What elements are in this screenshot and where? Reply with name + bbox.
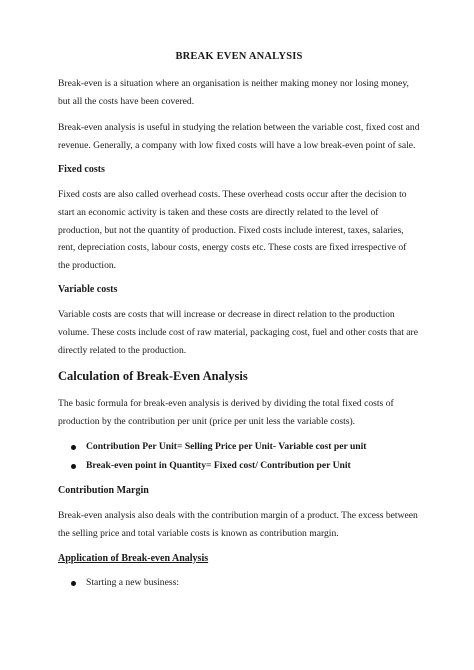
contribution-margin-paragraph: Break-even analysis also deals with the contribution margin of a product. The excess between the selling price and total variable costs is known as contribution margin.: [58, 510, 418, 539]
bullet-icon: [71, 445, 76, 450]
calculation-heading: Calculation of Break-Even Analysis: [58, 369, 248, 384]
contribution-margin-heading: Contribution Margin: [58, 485, 149, 497]
list-item: [58, 575, 420, 592]
document-page: [58, 50, 420, 601]
variable-costs-heading: Variable costs: [58, 284, 118, 296]
list-item: [58, 458, 420, 475]
application-list: [58, 575, 420, 592]
bullet-icon: [71, 581, 76, 586]
application-item-new-business: Starting a new business:: [86, 576, 179, 588]
intro-paragraph-1: Break-even is a situation where an organisation is neither making money nor losing money, but all the costs have been covered.: [58, 78, 409, 107]
application-heading: Application of Break-even Analysis: [58, 552, 209, 564]
formula-break-even-point: Break-even point in Quantity= Fixed cost/ Contribution per Unit: [86, 459, 351, 471]
formula-list: [58, 439, 420, 474]
list-item: [58, 439, 420, 456]
bullet-icon: [71, 464, 76, 469]
fixed-costs-heading: Fixed costs: [58, 164, 105, 176]
calculation-paragraph: The basic formula for break-even analysis is derived by dividing the total fixed costs of production by the contribution per unit (price per unit less the variable costs).: [58, 398, 394, 427]
variable-costs-paragraph: Variable costs are costs that will increase or decrease in direct relation to the production volume. These costs include cost of raw material, packaging cost, fuel and other costs that are directly related to the production.: [58, 309, 419, 356]
document-title: BREAK EVEN ANALYSIS: [175, 51, 303, 62]
fixed-costs-paragraph: Fixed costs are also called overhead costs. These overhead costs occur after the decision to start an economic activity is taken and these costs are directly related to the level of production, but not the quantity of production. Fixed costs include interest, taxes, salaries, rent, depreciation costs, labour costs, energy costs etc. These costs are fixed irrespective of the production.: [58, 189, 407, 271]
intro-paragraph-2: Break-even analysis is useful in studying the relation between the variable cost, fixed cost and revenue. Generally, a company with low fixed costs will have a low break-even point of sale.: [58, 122, 420, 151]
formula-contribution-per-unit: Contribution Per Unit= Selling Price per Unit- Variable cost per unit: [86, 441, 367, 453]
